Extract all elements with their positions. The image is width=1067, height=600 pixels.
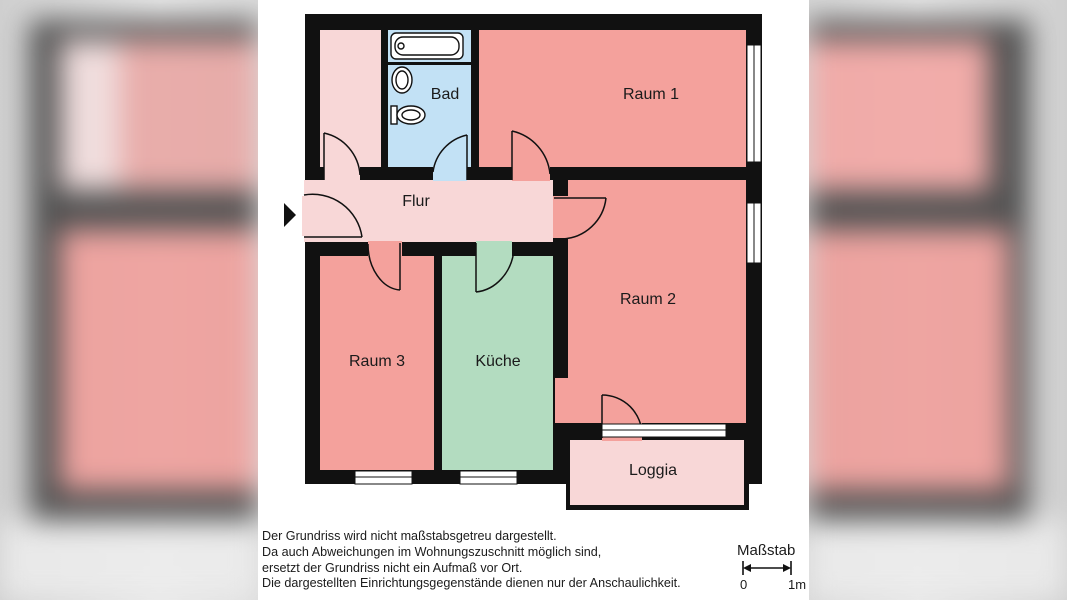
label-raum1: Raum 1	[622, 86, 680, 103]
storage-area	[320, 30, 381, 167]
scale-end-label: 1m	[788, 577, 807, 592]
disclaimer-line: Da auch Abweichungen im Wohnungszuschnitt möglich sind,	[262, 544, 602, 559]
label-bad: Bad	[430, 86, 460, 103]
disclaimer-line: Die dargestellten Einrichtungsgegenstände dienen nur der Anschaulichkeit.	[262, 576, 681, 591]
scale-start-label: 0	[740, 577, 748, 592]
label-raum3: Raum 3	[348, 353, 406, 370]
room-raum2-notch	[555, 378, 569, 423]
floor-plan-sheet	[258, 0, 809, 600]
disclaimer-text	[262, 529, 681, 592]
room-flur	[304, 180, 553, 242]
disclaimer-line: Der Grundriss wird nicht maßstabsgetreu dargestellt.	[262, 529, 557, 543]
blurred-background-right	[809, 0, 1067, 600]
scale-title: Maßstab	[737, 542, 796, 559]
floor-plan	[258, 0, 809, 600]
label-flur: Flur	[402, 193, 430, 210]
entrance-arrow-icon	[284, 203, 296, 227]
disclaimer-line: ersetzt der Grundriss nicht ein Aufmaß vor Ort.	[262, 560, 523, 575]
label-loggia: Loggia	[628, 462, 678, 479]
label-kueche: Küche	[475, 353, 521, 370]
room-raum1	[479, 30, 746, 167]
blurred-background-left	[0, 0, 258, 600]
label-raum2: Raum 2	[619, 291, 677, 308]
toilet-icon	[391, 106, 397, 124]
scale-bar	[743, 561, 791, 575]
